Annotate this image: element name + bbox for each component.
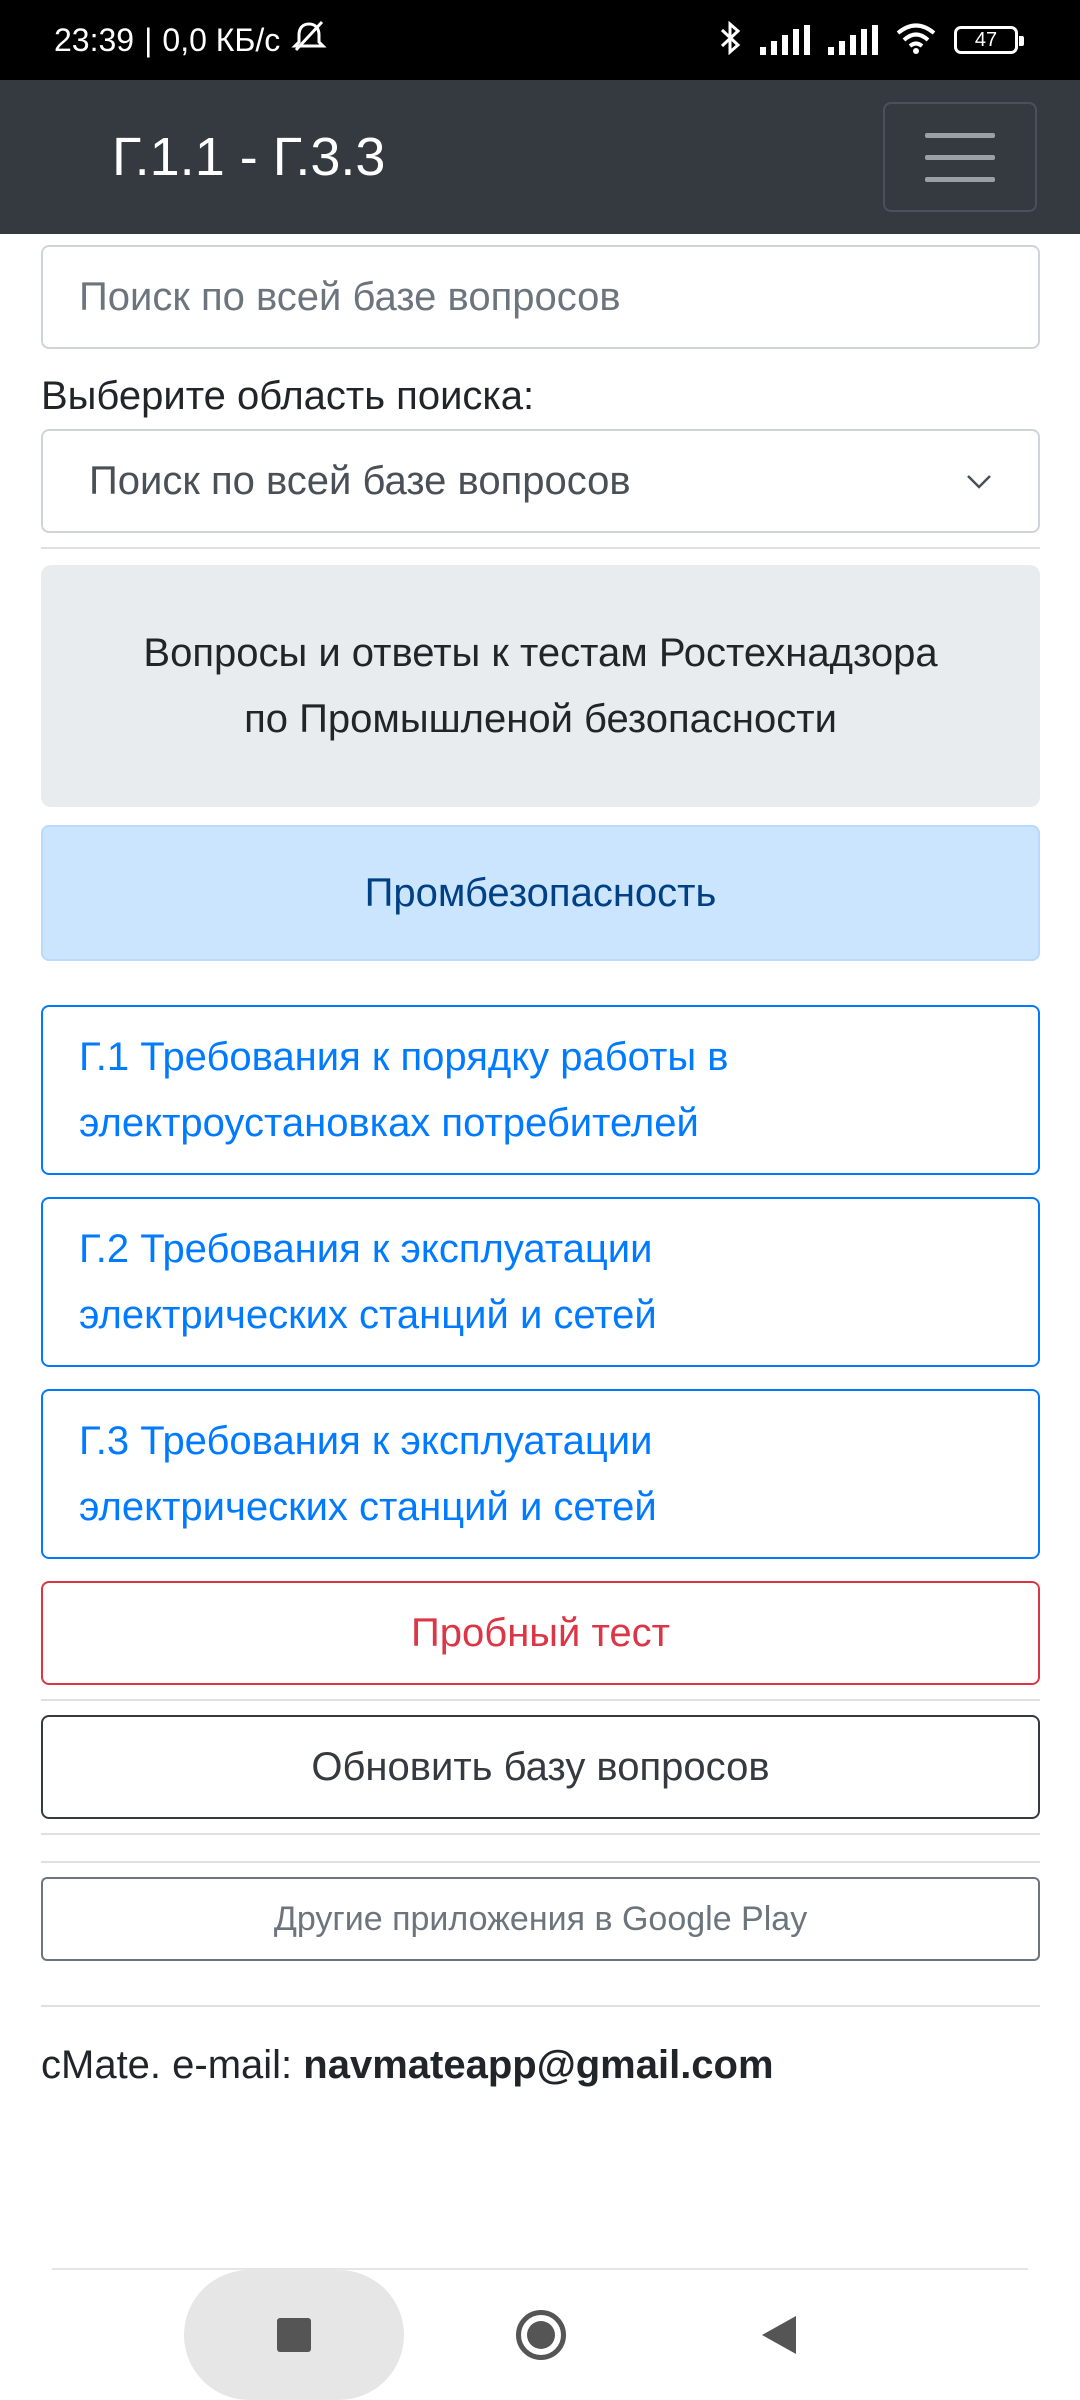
section-g3-line-1: Г.3 Требования к эксплуатации <box>79 1419 653 1463</box>
search-scope-value: Поиск по всей базе вопросов <box>89 458 631 503</box>
hamburger-icon-bar <box>925 177 995 182</box>
navbar-title[interactable]: Г.1.1 - Г.3.3 <box>112 127 386 187</box>
hamburger-icon-bar <box>925 155 995 160</box>
circle-icon <box>527 2321 555 2349</box>
footer-contact <box>41 2043 1040 2088</box>
status-bar <box>0 0 1080 80</box>
divider <box>41 547 1040 549</box>
jumbotron-line-2: по Промышленой безопасности <box>244 697 837 741</box>
status-speed: 0,0 КБ/с <box>162 21 281 58</box>
section-g2-button[interactable] <box>41 1197 1040 1367</box>
footer-prefix: cMate. e-mail: <box>41 2043 304 2087</box>
hamburger-icon-bar <box>925 133 995 138</box>
category-alert: Промбезопасность <box>41 825 1040 961</box>
status-separator: | <box>144 21 153 58</box>
back-button[interactable] <box>762 2316 796 2354</box>
section-g1-button[interactable] <box>41 1005 1040 1175</box>
trial-test-button[interactable]: Пробный тест <box>41 1581 1040 1685</box>
footer-email-link[interactable]: navmateapp@gmail.com <box>303 2043 774 2087</box>
search-scope-label: Выберите область поиска: <box>41 374 535 418</box>
section-g1-line-2: электроустановках потребителей <box>79 1101 699 1145</box>
navbar <box>0 80 1080 234</box>
section-g1-line-1: Г.1 Требования к порядку работы в <box>79 1035 729 1079</box>
status-left <box>54 0 328 80</box>
jumbotron <box>41 565 1040 807</box>
divider <box>41 2005 1040 2007</box>
divider <box>41 1699 1040 1701</box>
main-content <box>41 245 1040 2088</box>
status-time: 23:39 <box>54 21 135 58</box>
signal-icon <box>760 25 810 55</box>
mute-icon <box>290 20 328 60</box>
home-button[interactable] <box>516 2310 566 2360</box>
other-apps-button[interactable]: Другие приложения в Google Play <box>41 1877 1040 1961</box>
battery-icon <box>954 26 1018 54</box>
divider <box>41 1861 1040 1863</box>
search-scope-select[interactable] <box>41 429 1040 533</box>
bluetooth-icon <box>718 21 742 60</box>
chevron-down-icon <box>966 464 992 498</box>
system-nav-bar <box>0 2270 1080 2400</box>
menu-toggle-button[interactable] <box>883 102 1037 212</box>
section-g2-line-2: электрических станций и сетей <box>79 1293 657 1337</box>
section-g3-button[interactable] <box>41 1389 1040 1559</box>
recent-apps-button[interactable] <box>184 2270 404 2400</box>
divider <box>41 1833 1040 1835</box>
jumbotron-line-1: Вопросы и ответы к тестам Ростехнадзора <box>143 631 938 675</box>
section-g2-line-1: Г.2 Требования к эксплуатации <box>79 1227 653 1271</box>
search-input[interactable]: Поиск по всей базе вопросов <box>41 245 1040 349</box>
square-icon <box>277 2318 311 2352</box>
update-database-button[interactable]: Обновить базу вопросов <box>41 1715 1040 1819</box>
battery-level: 47 <box>974 28 998 51</box>
signal-icon-2 <box>828 25 878 55</box>
wifi-icon <box>896 22 936 59</box>
status-right <box>718 0 1018 80</box>
section-g3-line-2: электрических станций и сетей <box>79 1485 657 1529</box>
